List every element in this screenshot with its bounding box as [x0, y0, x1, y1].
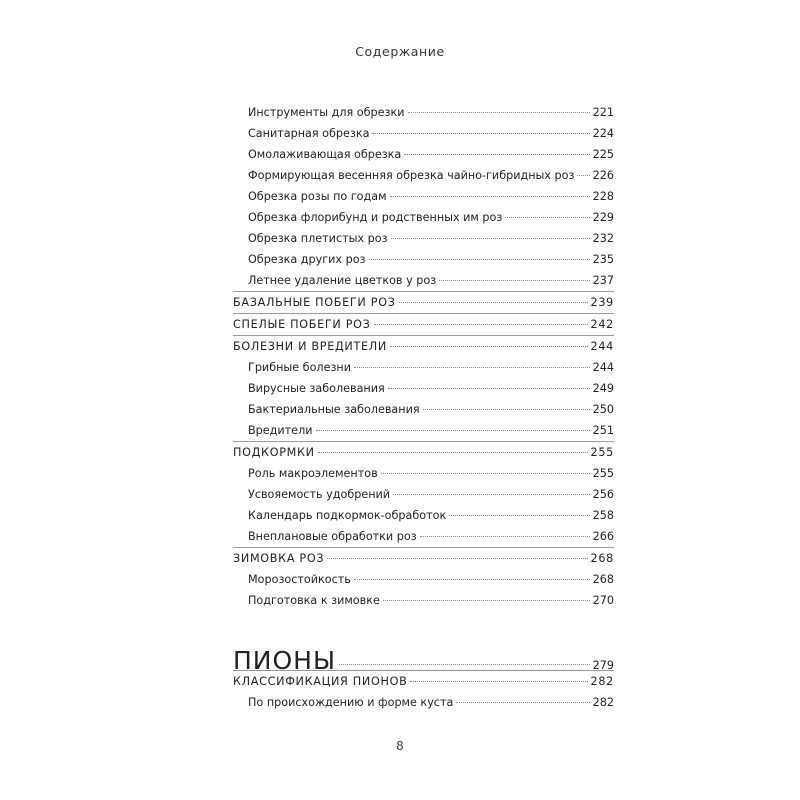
dot-leader	[390, 195, 590, 197]
toc-page-number: 229	[592, 211, 614, 224]
toc-title: ПИОНЫ	[233, 646, 337, 675]
dot-leader	[354, 366, 590, 368]
toc-subentry[interactable]	[248, 190, 614, 203]
dot-leader	[439, 279, 589, 281]
toc-page-number: 258	[592, 509, 614, 522]
toc-title: Вредители	[248, 424, 313, 437]
toc-title: КЛАССИФИКАЦИЯ ПИОНОВ	[233, 675, 408, 688]
toc-subentry[interactable]	[248, 573, 614, 586]
toc-subentry[interactable]	[248, 467, 614, 480]
toc-title: ЗИМОВКА РОЗ	[233, 552, 325, 565]
dot-leader	[393, 493, 590, 495]
dot-leader	[339, 663, 590, 665]
toc-page-number: 228	[592, 190, 614, 203]
toc-page-number: 279	[592, 659, 614, 672]
toc-title: Внеплановые обработки роз	[248, 530, 417, 543]
toc-section[interactable]	[233, 446, 614, 459]
toc-title: СПЕЛЫЕ ПОБЕГИ РОЗ	[233, 318, 371, 331]
toc-page-number: 256	[592, 488, 614, 501]
toc-page-number: 255	[590, 446, 614, 459]
toc-section[interactable]	[233, 552, 614, 565]
toc-title: Обрезка плетистых роз	[248, 232, 388, 245]
dot-leader	[577, 174, 589, 176]
toc-section[interactable]	[233, 318, 614, 331]
toc-title: Обрезка других роз	[248, 253, 366, 266]
dot-leader	[399, 301, 588, 303]
toc-page-number: 282	[590, 675, 614, 688]
dot-leader	[327, 557, 587, 559]
toc-title: По происхождению и форме куста	[248, 696, 454, 709]
section-divider	[233, 441, 614, 442]
dot-leader	[410, 680, 587, 682]
dot-leader	[391, 237, 590, 239]
page-number: 8	[396, 739, 404, 753]
toc-page-number: 268	[590, 552, 614, 565]
toc-title: Календарь подкормок-обработок	[248, 509, 447, 522]
toc-subentry[interactable]	[248, 127, 614, 140]
toc-page-number: 225	[592, 148, 614, 161]
dot-leader	[383, 599, 590, 601]
section-divider	[233, 547, 614, 548]
toc-subentry[interactable]	[248, 488, 614, 501]
toc-subentry[interactable]	[248, 509, 614, 522]
toc-page-number: 242	[590, 318, 614, 331]
dot-leader	[456, 701, 589, 703]
dot-leader	[372, 132, 589, 134]
toc-section[interactable]	[233, 340, 614, 353]
toc-subentry[interactable]	[248, 594, 614, 607]
dot-leader	[408, 111, 590, 113]
dot-leader	[404, 153, 589, 155]
toc-title: Вирусные заболевания	[248, 382, 385, 395]
toc-title: Морозостойкость	[248, 573, 351, 586]
toc-subentry[interactable]	[248, 169, 614, 182]
toc-page-number: 224	[592, 127, 614, 140]
dot-leader	[369, 258, 590, 260]
toc-page-number: 232	[592, 232, 614, 245]
toc-page-number: 221	[592, 106, 614, 119]
toc-subentry[interactable]	[248, 361, 614, 374]
toc-title: Формирующая весенняя обрезка чайно-гибридных роз	[248, 169, 575, 182]
toc-subentry[interactable]	[248, 530, 614, 543]
toc-page-number: 268	[592, 573, 614, 586]
section-divider	[233, 313, 614, 314]
toc-title: Роль макроэлементов	[248, 467, 378, 480]
toc-subentry[interactable]	[248, 403, 614, 416]
toc-subentry[interactable]	[248, 253, 614, 266]
toc-title: Подготовка к зимовке	[248, 594, 380, 607]
toc-page-number: 282	[592, 696, 614, 709]
toc-page-number: 266	[592, 530, 614, 543]
toc-page-number: 244	[590, 340, 614, 353]
toc-section[interactable]	[233, 675, 614, 688]
page-header: Содержание	[355, 44, 445, 59]
toc-part-heading[interactable]	[233, 646, 614, 675]
toc-title: Бактериальные заболевания	[248, 403, 420, 416]
toc-page-number: 244	[592, 361, 614, 374]
dot-leader	[390, 345, 588, 347]
dot-leader	[374, 323, 588, 325]
toc-title: Обрезка флорибунд и родственных им роз	[248, 211, 503, 224]
toc-title: Санитарная обрезка	[248, 127, 370, 140]
toc-page-number: 235	[592, 253, 614, 266]
toc-title: БАЗАЛЬНЫЕ ПОБЕГИ РОЗ	[233, 296, 396, 309]
toc-title: Омолаживающая обрезка	[248, 148, 402, 161]
toc-title: Усвояемость удобрений	[248, 488, 391, 501]
dot-leader	[354, 578, 590, 580]
toc-title: Грибные болезни	[248, 361, 351, 374]
toc-page-number: 239	[590, 296, 614, 309]
toc-page-number: 249	[592, 382, 614, 395]
toc-page-number: 255	[592, 467, 614, 480]
toc-section[interactable]	[233, 296, 614, 309]
toc-subentry[interactable]	[248, 148, 614, 161]
toc-page-number: 251	[592, 424, 614, 437]
toc-subentry[interactable]	[248, 696, 614, 709]
toc-page-number: 250	[592, 403, 614, 416]
dot-leader	[381, 472, 590, 474]
toc-title: Летнее удаление цветков у роз	[248, 274, 437, 287]
dot-leader	[449, 514, 589, 516]
dot-leader	[388, 387, 590, 389]
toc-title: Инструменты для обрезки	[248, 106, 405, 119]
dot-leader	[505, 216, 589, 218]
toc-subentry[interactable]	[248, 424, 614, 437]
toc-page-number: 270	[592, 594, 614, 607]
toc-title: Обрезка розы по годам	[248, 190, 387, 203]
toc-subentry[interactable]	[248, 211, 614, 224]
dot-leader	[318, 451, 588, 453]
toc-subentry[interactable]	[248, 106, 614, 119]
toc-subentry[interactable]	[248, 274, 614, 287]
toc-page-number: 226	[592, 169, 614, 182]
section-divider	[233, 335, 614, 336]
toc-page-number: 237	[592, 274, 614, 287]
toc-subentry[interactable]	[248, 382, 614, 395]
toc-title: БОЛЕЗНИ И ВРЕДИТЕЛИ	[233, 340, 387, 353]
toc-title: ПОДКОРМКИ	[233, 446, 315, 459]
dot-leader	[420, 535, 590, 537]
dot-leader	[316, 429, 590, 431]
toc-subentry[interactable]	[248, 232, 614, 245]
section-divider	[233, 291, 614, 292]
dot-leader	[423, 408, 590, 410]
